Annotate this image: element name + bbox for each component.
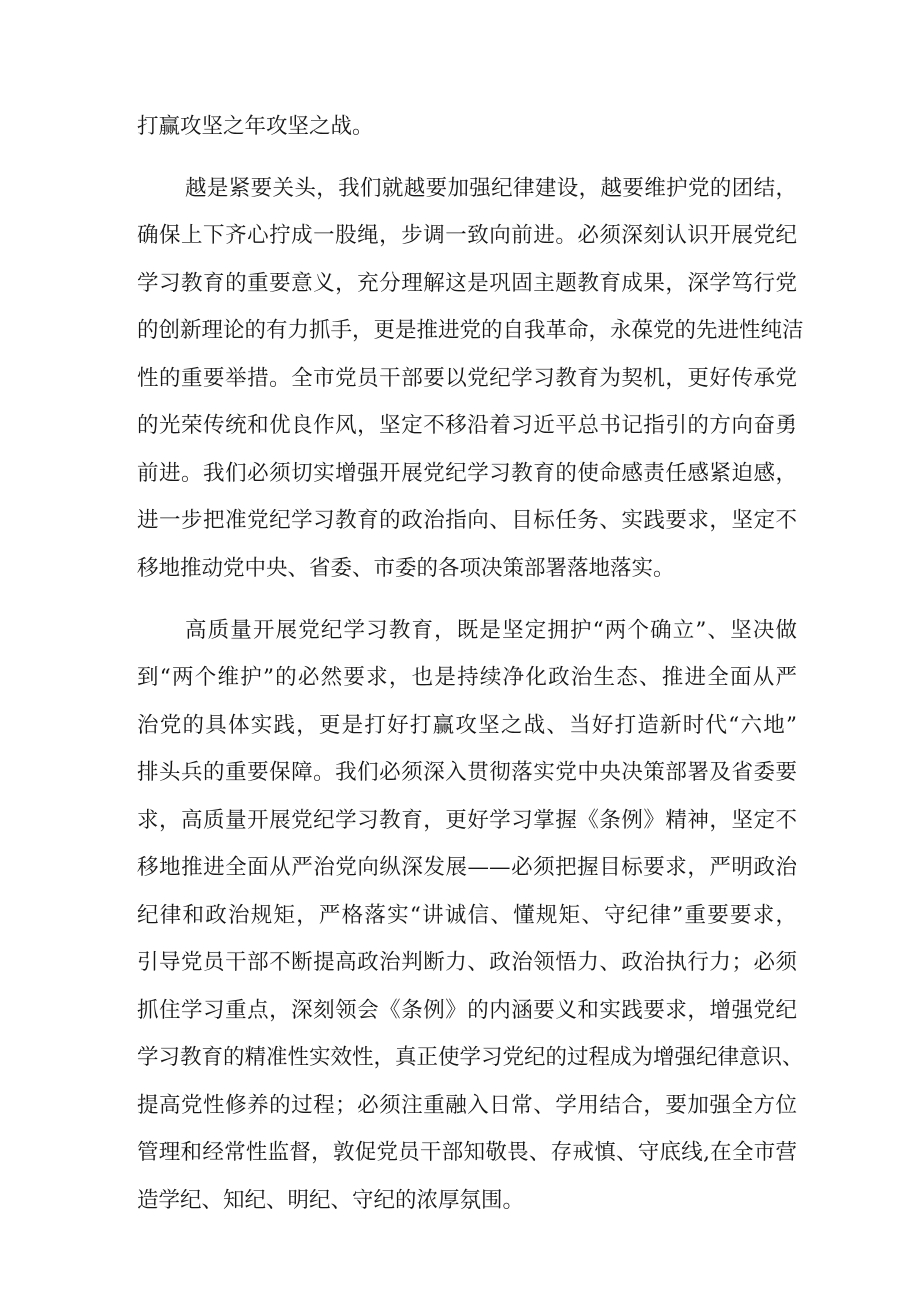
paragraph-3-line-10: 学习教育的精准性实效性，真正使学习党纪的过程成为增强纪律意识、 <box>137 1045 804 1070</box>
paragraph-2-line-6: 的光荣传统和优良作风，坚定不移沿着习近平总书记指引的方向奋勇 <box>137 413 797 438</box>
paragraph-3-line-9: 抓住学习重点，深刻领会《条例》的内涵要义和实践要求，增强党纪 <box>137 998 797 1023</box>
paragraph-3-line-11: 提高党性修养的过程；必须注重融入日常、学用结合，要加强全方位 <box>137 1093 797 1118</box>
paragraph-3-line-5: 求，高质量开展党纪学习教育，更好学习掌握《条例》精神，坚定不 <box>137 808 797 833</box>
paragraph-1-line-1: 打赢攻坚之年攻坚之战。 <box>137 114 374 139</box>
paragraph-2-line-1: 越是紧要关头，我们就越要加强纪律建设，越要维护党的团结， <box>185 176 797 201</box>
paragraph-2-line-5: 性的重要举措。全市党员干部要以党纪学习教育为契机，更好传承党 <box>137 366 797 391</box>
paragraph-3-line-13: 造学纪、知纪、明纪、守纪的浓厚氛围。 <box>137 1188 525 1213</box>
paragraph-3-line-1: 高质量开展党纪学习教育，既是坚定拥护“两个确立”、坚决做 <box>185 618 797 643</box>
paragraph-3-line-4: 排头兵的重要保障。我们必须深入贯彻落实党中央决策部署及省委要 <box>137 760 797 785</box>
paragraph-3-line-3: 治党的具体实践，更是打好打赢攻坚之战、当好打造新时代“六地” <box>137 713 797 738</box>
paragraph-2-line-9: 移地推动党中央、省委、市委的各项决策部署落地落实。 <box>137 556 675 581</box>
paragraph-3-line-12: 管理和经常性监督，敦促党员干部知敬畏、存戒慎、守底线,在全市营 <box>137 1140 797 1165</box>
paragraph-2-line-4: 的创新理论的有力抓手，更是推进党的自我革命，永葆党的先进性纯洁 <box>137 318 804 343</box>
paragraph-3-line-8: 引导党员干部不断提高政治判断力、政治领悟力、政治执行力；必须 <box>137 950 797 975</box>
paragraph-2-line-2: 确保上下齐心拧成一股绳，步调一致向前进。必须深刻认识开展党纪 <box>137 223 797 248</box>
paragraph-2-line-3: 学习教育的重要意义，充分理解这是巩固主题教育成果，深学笃行党 <box>137 271 797 296</box>
paragraph-3-line-2: 到“两个维护”的必然要求，也是持续净化政治生态、推进全面从严 <box>137 665 797 690</box>
paragraph-3-line-7: 纪律和政治规矩，严格落实“讲诚信、懂规矩、守纪律”重要要求， <box>137 903 797 928</box>
paragraph-3-line-6: 移地推进全面从严治党向纵深发展——必须把握目标要求，严明政治 <box>137 855 797 880</box>
paragraph-2-line-7: 前进。我们必须切实增强开展党纪学习教育的使命感责任感紧迫感， <box>137 461 797 486</box>
paragraph-2-line-8: 进一步把准党纪学习教育的政治指向、目标任务、实践要求，坚定不 <box>137 508 797 533</box>
